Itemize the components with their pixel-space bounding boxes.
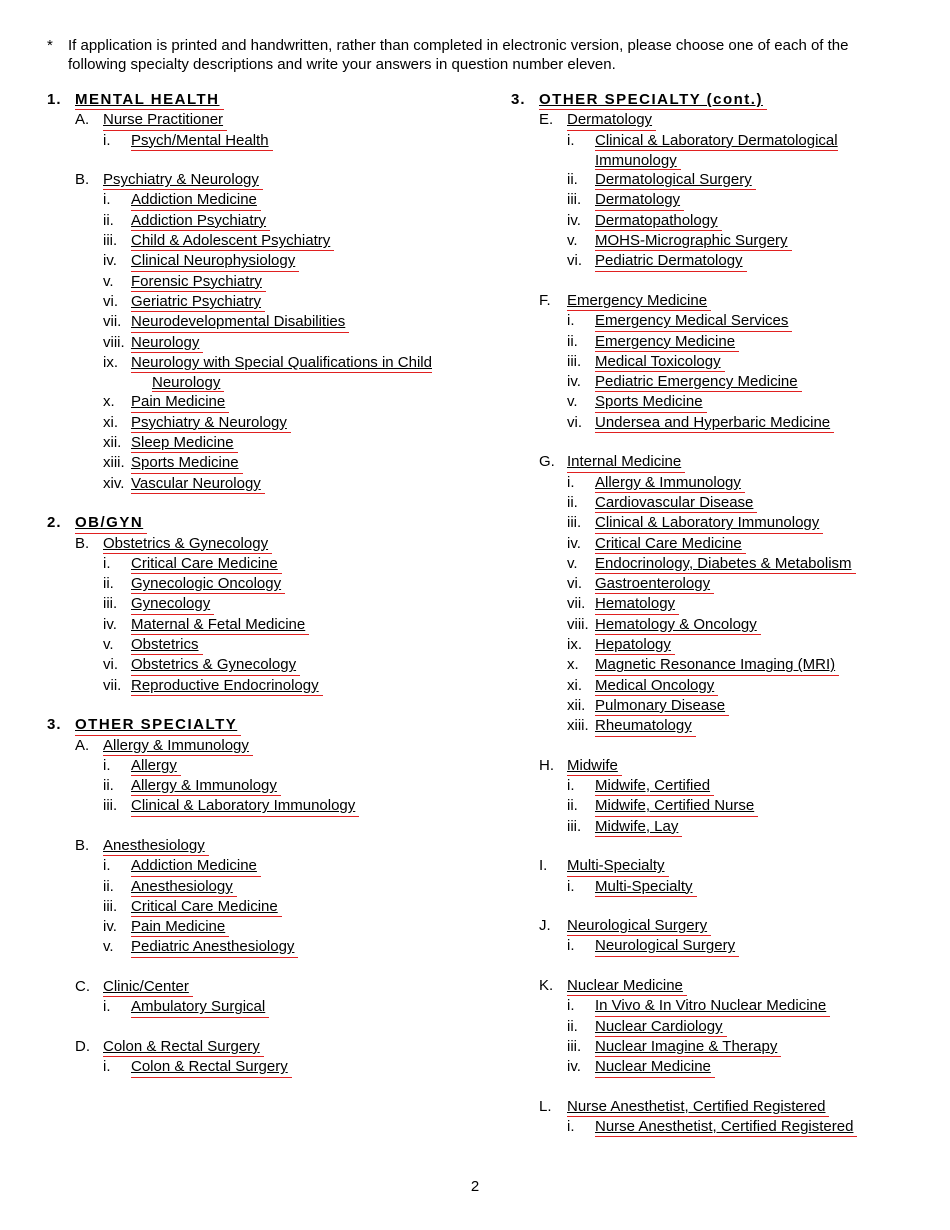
specialty-item xyxy=(511,392,931,412)
category-name[interactable]: Anesthesiology xyxy=(103,836,209,856)
specialty-item xyxy=(47,190,487,210)
item-number: iv. xyxy=(103,918,117,936)
specialty-name[interactable]: Psychiatry & Neurology xyxy=(131,413,291,433)
specialty-item xyxy=(511,493,931,513)
category-row xyxy=(511,1097,931,1117)
specialty-name[interactable]: Addiction Medicine xyxy=(131,190,261,210)
specialty-name[interactable]: Critical Care Medicine xyxy=(595,534,746,554)
item-number: iii. xyxy=(103,595,118,613)
specialty-item xyxy=(511,1017,931,1037)
item-number: iv. xyxy=(567,373,581,391)
item-number: i. xyxy=(567,777,575,795)
category-name[interactable]: Obstetrics & Gynecology xyxy=(103,534,272,554)
specialty-name[interactable]: Anesthesiology xyxy=(131,877,237,897)
spacer xyxy=(47,958,487,977)
specialty-name[interactable]: Nuclear Cardiology xyxy=(595,1017,727,1037)
specialty-name[interactable]: Cardiovascular Disease xyxy=(595,493,757,513)
item-number: vii. xyxy=(567,595,586,613)
specialty-item xyxy=(511,513,931,533)
item-number: xiv. xyxy=(103,474,125,492)
item-number: ii. xyxy=(567,332,578,350)
spacer xyxy=(511,433,931,452)
category-name[interactable]: Psychiatry & Neurology xyxy=(103,170,263,190)
spacer xyxy=(47,151,487,170)
category-row xyxy=(47,170,487,190)
item-number: xi. xyxy=(567,676,582,694)
specialty-name-continued[interactable]: Immunology xyxy=(595,152,681,170)
category-letter: H. xyxy=(539,756,554,774)
specialty-item xyxy=(511,413,931,433)
specialty-name[interactable]: Endocrinology, Diabetes & Metabolism xyxy=(595,554,856,574)
specialty-item xyxy=(511,574,931,594)
specialty-item xyxy=(47,272,487,292)
specialty-item xyxy=(511,696,931,716)
specialty-name[interactable]: Nurse Anesthetist, Certified Registered xyxy=(595,1117,857,1137)
item-number: i. xyxy=(103,191,111,209)
category-letter: C. xyxy=(75,978,90,996)
item-number: ii. xyxy=(567,1017,578,1035)
item-number: iii. xyxy=(567,191,582,209)
item-number: ii. xyxy=(103,777,114,795)
specialty-name[interactable]: Magnetic Resonance Imaging (MRI) xyxy=(595,655,839,675)
specialty-name[interactable]: Neurodevelopmental Disabilities xyxy=(131,312,349,332)
section-title: MENTAL HEALTH xyxy=(75,90,224,110)
note-marker: * xyxy=(47,37,53,54)
specialty-item xyxy=(511,190,931,210)
category-row xyxy=(47,110,487,130)
item-number: i. xyxy=(103,554,111,572)
item-number: iii. xyxy=(103,232,118,250)
specialty-name[interactable]: Pediatric Anesthesiology xyxy=(131,937,298,957)
item-number: ii. xyxy=(103,575,114,593)
specialty-item xyxy=(47,776,487,796)
specialty-item xyxy=(511,996,931,1016)
specialty-name[interactable]: Dermatology xyxy=(595,190,684,210)
specialty-item xyxy=(47,353,487,373)
section-heading xyxy=(47,715,487,735)
specialty-item xyxy=(511,936,931,956)
specialty-item xyxy=(47,796,487,816)
item-number: ix. xyxy=(103,353,118,371)
specialty-item xyxy=(47,392,487,412)
specialty-item xyxy=(511,554,931,574)
item-number: vi. xyxy=(567,575,582,593)
specialty-item-continued xyxy=(47,373,487,392)
specialty-name[interactable]: Neurology xyxy=(131,333,203,353)
item-number: iv. xyxy=(567,1058,581,1076)
spacer xyxy=(511,897,931,916)
specialty-item xyxy=(511,676,931,696)
right-column xyxy=(511,90,931,1137)
item-number: i. xyxy=(567,937,575,955)
specialty-item xyxy=(511,131,931,151)
specialty-name[interactable]: Addiction Medicine xyxy=(131,856,261,876)
category-row xyxy=(511,856,931,876)
item-number: v. xyxy=(567,393,578,411)
specialty-item xyxy=(511,352,931,372)
specialty-name[interactable]: Allergy & Immunology xyxy=(595,473,745,493)
specialty-item xyxy=(511,211,931,231)
item-number: i. xyxy=(103,998,111,1016)
item-number: v. xyxy=(103,938,114,956)
item-number: v. xyxy=(103,272,114,290)
item-number: iii. xyxy=(567,352,582,370)
item-number: i. xyxy=(103,857,111,875)
item-number: i. xyxy=(567,473,575,491)
specialty-item xyxy=(511,534,931,554)
item-number: v. xyxy=(567,232,578,250)
specialty-name[interactable]: Midwife, Certified Nurse xyxy=(595,796,758,816)
category-letter: L. xyxy=(539,1097,552,1115)
specialty-item xyxy=(47,897,487,917)
instruction-note xyxy=(47,37,907,74)
specialty-item xyxy=(47,211,487,231)
note-text: If application is printed and handwritten, rather than completed in electronic version, please choose one of each of the following specialty descriptions and write your answers in question number eleven. xyxy=(68,37,849,73)
item-number: x. xyxy=(567,656,579,674)
specialty-item xyxy=(47,615,487,635)
specialty-name[interactable]: Nuclear Imagine & Therapy xyxy=(595,1037,781,1057)
item-number: iii. xyxy=(567,1037,582,1055)
specialty-item xyxy=(47,312,487,332)
section-title: OTHER SPECIALTY (cont.) xyxy=(539,90,767,110)
item-number: iii. xyxy=(103,897,118,915)
section-heading xyxy=(47,513,487,533)
specialty-name[interactable]: Reproductive Endocrinology xyxy=(131,676,323,696)
specialty-name[interactable]: Emergency Medicine xyxy=(595,332,739,352)
category-name[interactable]: Neurological Surgery xyxy=(567,916,711,936)
item-number: v. xyxy=(567,554,578,572)
specialty-item xyxy=(511,1117,931,1137)
category-row xyxy=(511,756,931,776)
item-number: i. xyxy=(103,1058,111,1076)
item-number: i. xyxy=(103,131,111,149)
specialty-name[interactable]: Hematology xyxy=(595,594,679,614)
specialty-name[interactable]: Clinical Neurophysiology xyxy=(131,251,299,271)
specialty-name[interactable]: Gynecology xyxy=(131,594,214,614)
specialty-name[interactable]: Obstetrics & Gynecology xyxy=(131,655,300,675)
specialty-name[interactable]: Addiction Psychiatry xyxy=(131,211,270,231)
category-letter: A. xyxy=(75,736,90,754)
specialty-item xyxy=(47,413,487,433)
specialty-name[interactable]: Psych/Mental Health xyxy=(131,131,273,151)
item-number: iv. xyxy=(103,615,117,633)
specialty-item xyxy=(511,372,931,392)
item-number: i. xyxy=(103,756,111,774)
specialty-name[interactable]: Pediatric Dermatology xyxy=(595,251,747,271)
specialty-item xyxy=(47,877,487,897)
specialty-name[interactable]: Midwife, Certified xyxy=(595,776,714,796)
specialty-item xyxy=(47,292,487,312)
category-name[interactable]: Nuclear Medicine xyxy=(567,976,687,996)
specialty-item xyxy=(47,433,487,453)
item-number: ii. xyxy=(103,877,114,895)
specialty-item xyxy=(47,676,487,696)
specialty-item xyxy=(47,635,487,655)
specialty-name[interactable]: Rheumatology xyxy=(595,716,696,736)
specialty-item xyxy=(47,131,487,151)
category-name[interactable]: Midwife xyxy=(567,756,622,776)
category-name[interactable]: Colon & Rectal Surgery xyxy=(103,1037,264,1057)
specialty-item xyxy=(511,473,931,493)
item-number: i. xyxy=(567,131,575,149)
item-number: xiii. xyxy=(103,454,125,472)
specialty-item xyxy=(47,856,487,876)
specialty-name[interactable]: Child & Adolescent Psychiatry xyxy=(131,231,334,251)
specialty-name[interactable]: Dermatological Surgery xyxy=(595,170,756,190)
specialty-name[interactable]: Pain Medicine xyxy=(131,392,229,412)
category-letter: A. xyxy=(75,111,90,129)
item-number: v. xyxy=(103,636,114,654)
specialty-name[interactable]: Pediatric Emergency Medicine xyxy=(595,372,802,392)
specialty-name[interactable]: In Vivo & In Vitro Nuclear Medicine xyxy=(595,996,830,1016)
page-number: 2 xyxy=(470,1178,480,1195)
left-column xyxy=(47,90,487,1078)
item-number: iv. xyxy=(103,252,117,270)
category-row xyxy=(511,452,931,472)
specialty-name[interactable]: Vascular Neurology xyxy=(131,474,265,494)
category-name[interactable]: Multi-Specialty xyxy=(567,856,669,876)
category-name[interactable]: Clinic/Center xyxy=(103,977,193,997)
specialty-item xyxy=(47,997,487,1017)
specialty-name[interactable]: Critical Care Medicine xyxy=(131,554,282,574)
category-letter: I. xyxy=(539,857,548,875)
category-name[interactable]: Internal Medicine xyxy=(567,452,685,472)
specialty-name[interactable]: Clinical & Laboratory Immunology xyxy=(595,513,823,533)
section-title: OB/GYN xyxy=(75,513,147,533)
specialty-item xyxy=(511,877,931,897)
section-number: 1. xyxy=(47,91,62,108)
specialty-name[interactable]: Dermatopathology xyxy=(595,211,722,231)
specialty-name[interactable]: Neurology with Special Qualifications in Child xyxy=(131,353,432,373)
item-number: vi. xyxy=(103,656,118,674)
specialty-item xyxy=(511,1037,931,1057)
specialty-item xyxy=(47,655,487,675)
item-number: iv. xyxy=(567,534,581,552)
category-row xyxy=(47,534,487,554)
specialty-name[interactable]: Ambulatory Surgical xyxy=(131,997,269,1017)
specialty-item xyxy=(511,332,931,352)
specialty-item xyxy=(47,554,487,574)
specialty-item xyxy=(47,574,487,594)
category-name[interactable]: Nurse Anesthetist, Certified Registered xyxy=(567,1097,829,1117)
specialty-name[interactable]: Neurological Surgery xyxy=(595,936,739,956)
item-number: xii. xyxy=(567,696,586,714)
specialty-name[interactable]: Allergy xyxy=(131,756,181,776)
specialty-item xyxy=(511,817,931,837)
item-number: xi. xyxy=(103,413,118,431)
specialty-item xyxy=(47,474,487,494)
specialty-item xyxy=(47,333,487,353)
category-row xyxy=(511,976,931,996)
category-name[interactable]: Nurse Practitioner xyxy=(103,110,227,130)
specialty-name[interactable]: Critical Care Medicine xyxy=(131,897,282,917)
section-title: OTHER SPECIALTY xyxy=(75,715,241,735)
item-number: ii. xyxy=(567,171,578,189)
specialty-item xyxy=(511,796,931,816)
item-number: ii. xyxy=(103,211,114,229)
item-number: iv. xyxy=(567,211,581,229)
category-row xyxy=(47,1037,487,1057)
section-number: 2. xyxy=(47,514,62,532)
specialty-name[interactable]: Gynecologic Oncology xyxy=(131,574,285,594)
item-number: i. xyxy=(567,997,575,1015)
continuation-wrap xyxy=(595,151,681,170)
specialty-name[interactable]: Clinical & Laboratory Immunology xyxy=(131,796,359,816)
category-row xyxy=(511,291,931,311)
specialty-item xyxy=(511,1057,931,1077)
specialty-item xyxy=(511,311,931,331)
category-letter: K. xyxy=(539,977,554,995)
category-row xyxy=(47,836,487,856)
item-number: i. xyxy=(567,877,575,895)
item-number: vi. xyxy=(567,413,582,431)
specialty-name[interactable]: Allergy & Immunology xyxy=(131,776,281,796)
specialty-name-continued[interactable]: Neurology xyxy=(152,374,224,392)
specialty-item xyxy=(511,594,931,614)
specialty-name[interactable]: Geriatric Psychiatry xyxy=(131,292,265,312)
category-letter: F. xyxy=(539,291,551,309)
specialty-item-continued xyxy=(511,151,931,170)
specialty-name[interactable]: Multi-Specialty xyxy=(595,877,697,897)
specialty-name[interactable]: Obstetrics xyxy=(131,635,203,655)
category-row xyxy=(511,916,931,936)
category-letter: B. xyxy=(75,534,90,552)
specialty-name[interactable]: Midwife, Lay xyxy=(595,817,682,837)
specialty-name[interactable]: Medical Oncology xyxy=(595,676,718,696)
item-number: i. xyxy=(567,1118,575,1136)
item-number: iii. xyxy=(103,797,118,815)
specialty-name[interactable]: Colon & Rectal Surgery xyxy=(131,1057,292,1077)
specialty-name[interactable]: Undersea and Hyperbaric Medicine xyxy=(595,413,834,433)
category-name[interactable]: Dermatology xyxy=(567,110,656,130)
specialty-name[interactable]: Clinical & Laboratory Dermatological xyxy=(595,131,838,151)
spacer xyxy=(511,957,931,976)
specialty-item xyxy=(511,615,931,635)
item-number: vii. xyxy=(103,313,122,331)
item-number: iii. xyxy=(567,514,582,532)
specialty-name[interactable]: Sports Medicine xyxy=(595,392,707,412)
category-row xyxy=(511,110,931,130)
category-name[interactable]: Emergency Medicine xyxy=(567,291,711,311)
item-number: vii. xyxy=(103,676,122,694)
category-name[interactable]: Allergy & Immunology xyxy=(103,736,253,756)
specialty-name[interactable]: Hematology & Oncology xyxy=(595,615,761,635)
specialty-item xyxy=(511,251,931,271)
specialty-name[interactable]: Forensic Psychiatry xyxy=(131,272,266,292)
item-number: i. xyxy=(567,312,575,330)
category-letter: G. xyxy=(539,453,555,471)
section-number: 3. xyxy=(47,716,62,734)
specialty-item xyxy=(47,917,487,937)
spacer xyxy=(511,737,931,756)
specialty-item xyxy=(47,594,487,614)
item-number: iii. xyxy=(567,817,582,835)
specialty-item xyxy=(47,251,487,271)
specialty-item xyxy=(47,231,487,251)
spacer xyxy=(511,837,931,856)
continuation-wrap xyxy=(131,373,224,392)
specialty-item xyxy=(511,716,931,736)
specialty-name[interactable]: Gastroenterology xyxy=(595,574,714,594)
category-letter: J. xyxy=(539,917,551,935)
specialty-item xyxy=(511,170,931,190)
category-letter: B. xyxy=(75,171,90,189)
specialty-item xyxy=(511,655,931,675)
item-number: vi. xyxy=(567,252,582,270)
item-number: x. xyxy=(103,393,115,411)
specialty-name[interactable]: Nuclear Medicine xyxy=(595,1057,715,1077)
category-letter: B. xyxy=(75,836,90,854)
item-number: viii. xyxy=(103,333,125,351)
spacer xyxy=(47,817,487,836)
specialty-name[interactable]: Pulmonary Disease xyxy=(595,696,729,716)
specialty-item xyxy=(511,776,931,796)
spacer xyxy=(47,696,487,715)
specialty-name[interactable]: Sports Medicine xyxy=(131,453,243,473)
item-number: vi. xyxy=(103,292,118,310)
spacer xyxy=(511,1078,931,1097)
category-row xyxy=(47,977,487,997)
specialty-name[interactable]: Hepatology xyxy=(595,635,675,655)
specialty-item xyxy=(47,756,487,776)
specialty-name[interactable]: Sleep Medicine xyxy=(131,433,238,453)
specialty-item xyxy=(511,231,931,251)
specialty-name[interactable]: Emergency Medical Services xyxy=(595,311,792,331)
specialty-item xyxy=(47,937,487,957)
specialty-item xyxy=(47,1057,487,1077)
item-number: xiii. xyxy=(567,717,589,735)
specialty-item xyxy=(511,635,931,655)
spacer xyxy=(47,494,487,513)
spacer xyxy=(47,1018,487,1037)
spacer xyxy=(511,272,931,291)
section-heading xyxy=(47,90,487,110)
section-number: 3. xyxy=(511,91,526,108)
specialty-name[interactable]: Medical Toxicology xyxy=(595,352,725,372)
category-letter: D. xyxy=(75,1037,90,1055)
specialty-name[interactable]: MOHS-Micrographic Surgery xyxy=(595,231,792,251)
specialty-item xyxy=(47,453,487,473)
specialty-name[interactable]: Pain Medicine xyxy=(131,917,229,937)
item-number: ii. xyxy=(567,493,578,511)
category-letter: E. xyxy=(539,111,554,129)
category-row xyxy=(47,736,487,756)
section-heading xyxy=(511,90,931,110)
item-number: xii. xyxy=(103,434,122,452)
specialty-name[interactable]: Maternal & Fetal Medicine xyxy=(131,615,309,635)
item-number: ii. xyxy=(567,797,578,815)
item-number: viii. xyxy=(567,615,589,633)
item-number: ix. xyxy=(567,636,582,654)
